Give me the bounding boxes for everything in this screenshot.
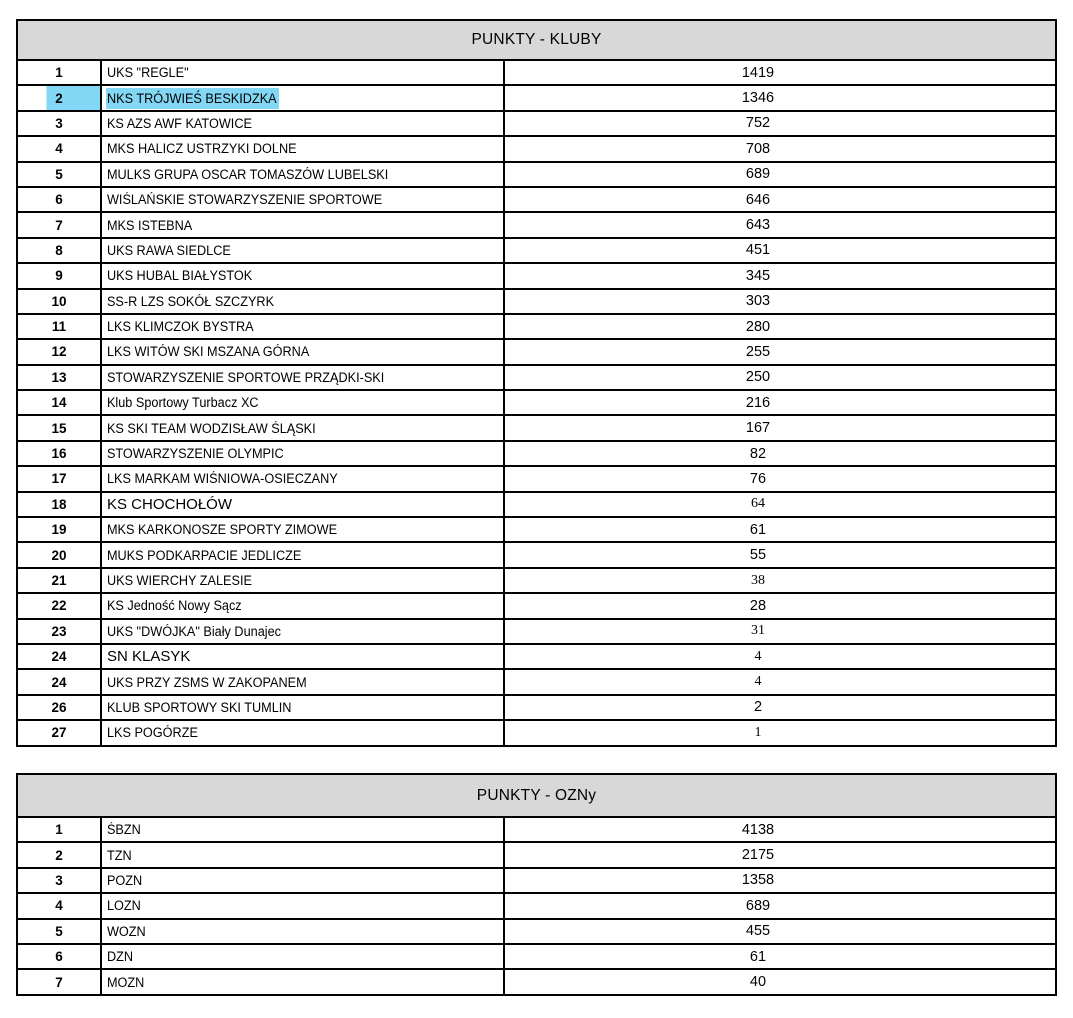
table-row [17, 868, 1056, 893]
points-cell: 167 [504, 415, 1056, 440]
points-cell: 2175 [504, 842, 1056, 867]
rank-cell: 17 [17, 466, 101, 491]
table-row [17, 162, 1056, 187]
club-name-cell [101, 944, 504, 969]
table-title-kluby: PUNKTY - KLUBY [17, 20, 1056, 60]
table-row [17, 60, 1056, 85]
points-cell: 1358 [504, 868, 1056, 893]
club-name-cell [101, 517, 504, 542]
club-name-cell [101, 893, 504, 918]
rank-cell: 11 [17, 314, 101, 339]
rank-cell: 7 [17, 969, 101, 994]
rank-cell: 6 [17, 187, 101, 212]
table-row [17, 187, 1056, 212]
points-cell: 64 [504, 492, 1056, 517]
points-cell: 4 [504, 644, 1056, 669]
club-name-cell [101, 720, 504, 745]
rank-cell: 9 [17, 263, 101, 288]
club-name-cell [101, 817, 504, 842]
club-name-cell [101, 466, 504, 491]
club-name: TZN [106, 847, 132, 863]
club-name: LKS POGÓRZE [106, 725, 198, 741]
table-header-row [17, 774, 1056, 817]
points-cell: 345 [504, 263, 1056, 288]
points-cell: 61 [504, 517, 1056, 542]
club-name-cell [101, 390, 504, 415]
points-cell: 451 [504, 238, 1056, 263]
table-row [17, 289, 1056, 314]
club-name-cell [101, 111, 504, 136]
club-name: KS SKI TEAM WODZISŁAW ŚLĄSKI [106, 420, 316, 436]
rank-cell: 24 [17, 644, 101, 669]
table-row [17, 390, 1056, 415]
points-cell: 646 [504, 187, 1056, 212]
rank-cell: 12 [17, 339, 101, 364]
table-row [17, 669, 1056, 694]
rank-cell: 3 [17, 111, 101, 136]
table-row [17, 619, 1056, 644]
points-cell: 82 [504, 441, 1056, 466]
rank-cell: 19 [17, 517, 101, 542]
club-name-cell [101, 593, 504, 618]
rank-cell: 8 [17, 238, 101, 263]
rank-cell: 13 [17, 365, 101, 390]
table-row [17, 720, 1056, 745]
club-name: MKS HALICZ USTRZYKI DOLNE [106, 141, 297, 157]
points-cell: 4 [504, 669, 1056, 694]
points-cell: 76 [504, 466, 1056, 491]
club-name: KS AZS AWF KATOWICE [106, 115, 252, 131]
table-row [17, 136, 1056, 161]
rank-cell: 1 [17, 817, 101, 842]
table-row [17, 111, 1056, 136]
table-row [17, 466, 1056, 491]
table-row [17, 644, 1056, 669]
table-row [17, 517, 1056, 542]
points-cell: 1 [504, 720, 1056, 745]
rank-cell: 23 [17, 619, 101, 644]
club-name: MKS KARKONOSZE SPORTY ZIMOWE [106, 522, 338, 538]
table-row [17, 212, 1056, 237]
points-cell: 4138 [504, 817, 1056, 842]
club-name: SN KLASYK [107, 648, 191, 666]
table-row [17, 314, 1056, 339]
points-cell: 31 [504, 619, 1056, 644]
table-row [17, 969, 1056, 994]
club-name-cell [101, 415, 504, 440]
rank-cell: 2 [17, 842, 101, 867]
club-name-cell [101, 644, 504, 669]
table-row [17, 593, 1056, 618]
table-header-row [17, 20, 1056, 60]
club-name: NKS TRÓJWIEŚ BESKIDZKA [106, 88, 279, 109]
table-row [17, 695, 1056, 720]
rank-cell: 7 [17, 212, 101, 237]
club-name: LOZN [106, 898, 141, 914]
points-cell: 1346 [504, 85, 1056, 110]
club-name-cell [101, 969, 504, 994]
ozn-points-table [16, 773, 1057, 996]
points-cell: 250 [504, 365, 1056, 390]
points-cell: 689 [504, 162, 1056, 187]
club-name: UKS RAWA SIEDLCE [106, 242, 231, 258]
points-cell: 643 [504, 212, 1056, 237]
club-name-cell [101, 365, 504, 390]
club-name-cell [101, 568, 504, 593]
club-name: KLUB SPORTOWY SKI TUMLIN [106, 699, 292, 715]
rank-cell: 5 [17, 162, 101, 187]
club-name: UKS WIERCHY ZALESIE [106, 573, 252, 588]
club-name: WOZN [106, 923, 146, 939]
club-name: WIŚLAŃSKIE STOWARZYSZENIE SPORTOWE [106, 192, 383, 208]
table-row [17, 339, 1056, 364]
club-name-cell [101, 162, 504, 187]
table-row [17, 85, 1056, 110]
club-name: UKS "DWÓJKA" Biały Dunajec [106, 623, 281, 639]
club-name: UKS HUBAL BIAŁYSTOK [106, 268, 253, 284]
table-row [17, 263, 1056, 288]
club-name-cell [101, 136, 504, 161]
table-row [17, 817, 1056, 842]
club-name-cell [101, 339, 504, 364]
club-name-cell [101, 263, 504, 288]
rank-cell: 27 [17, 720, 101, 745]
points-cell: 303 [504, 289, 1056, 314]
club-name: DZN [106, 949, 134, 965]
club-name: POZN [106, 872, 143, 888]
rank-cell: 16 [17, 441, 101, 466]
rank-cell: 14 [17, 390, 101, 415]
club-name: STOWARZYSZENIE SPORTOWE PRZĄDKI-SKI [106, 369, 385, 385]
club-name: MKS ISTEBNA [106, 217, 193, 233]
club-name-cell [101, 187, 504, 212]
rank-cell: 24 [17, 669, 101, 694]
points-cell: 40 [504, 969, 1056, 994]
points-cell: 61 [504, 944, 1056, 969]
table-row [17, 238, 1056, 263]
table-row [17, 944, 1056, 969]
points-cell: 752 [504, 111, 1056, 136]
club-name: MULKS GRUPA OSCAR TOMASZÓW LUBELSKI [106, 166, 389, 182]
table-row [17, 893, 1056, 918]
club-name: SS-R LZS SOKÓŁ SZCZYRK [106, 293, 275, 309]
points-cell: 216 [504, 390, 1056, 415]
rank-cell: 3 [17, 868, 101, 893]
table-row [17, 441, 1056, 466]
points-cell: 28 [504, 593, 1056, 618]
table-row [17, 919, 1056, 944]
points-cell: 1419 [504, 60, 1056, 85]
club-name-cell [101, 868, 504, 893]
rank-cell: 6 [17, 944, 101, 969]
rank-cell: 10 [17, 289, 101, 314]
table-row [17, 542, 1056, 567]
table-row [17, 415, 1056, 440]
rank-cell: 21 [17, 568, 101, 593]
table-row [17, 492, 1056, 517]
rank-cell: 4 [17, 893, 101, 918]
club-name-cell [101, 919, 504, 944]
points-cell: 689 [504, 893, 1056, 918]
club-name: UKS PRZY ZSMS W ZAKOPANEM [106, 674, 307, 690]
points-cell: 255 [504, 339, 1056, 364]
club-name-cell [101, 212, 504, 237]
club-name-cell [101, 314, 504, 339]
rank-cell: 5 [17, 919, 101, 944]
club-name: ŚBZN [106, 822, 141, 838]
club-name: MUKS PODKARPACIE JEDLICZE [106, 547, 302, 563]
rank-cell: 22 [17, 593, 101, 618]
rank-cell: 4 [17, 136, 101, 161]
rank-cell: 15 [17, 415, 101, 440]
club-name-cell [101, 842, 504, 867]
club-name-cell [101, 238, 504, 263]
club-name-cell [101, 85, 504, 110]
points-cell: 55 [504, 542, 1056, 567]
club-name-cell [101, 289, 504, 314]
table-row [17, 568, 1056, 593]
club-name-cell [101, 619, 504, 644]
club-name: LKS MARKAM WIŚNIOWA-OSIECZANY [106, 471, 338, 487]
club-name-cell [101, 441, 504, 466]
points-cell: 2 [504, 695, 1056, 720]
club-name: KS CHOCHOŁÓW [107, 495, 233, 513]
rank-cell: 26 [17, 695, 101, 720]
table-title-ozny: PUNKTY - OZNy [17, 774, 1056, 817]
points-cell: 280 [504, 314, 1056, 339]
club-name: Klub Sportowy Turbacz XC [106, 395, 259, 411]
rank-cell: 18 [17, 492, 101, 517]
points-cell: 455 [504, 919, 1056, 944]
club-name: UKS "REGLE" [106, 65, 189, 81]
club-name-cell [101, 669, 504, 694]
rank-cell: 20 [17, 542, 101, 567]
table-row [17, 365, 1056, 390]
rank-cell: 2 [17, 85, 101, 110]
club-name-cell [101, 695, 504, 720]
points-cell: 38 [504, 568, 1056, 593]
rank-cell: 1 [17, 60, 101, 85]
table-row [17, 842, 1056, 867]
clubs-points-table [16, 19, 1057, 747]
club-name: KS Jedność Nowy Sącz [106, 598, 242, 614]
club-name: LKS KLIMCZOK BYSTRA [106, 319, 254, 335]
club-name: STOWARZYSZENIE OLYMPIC [106, 446, 284, 462]
club-name: MOZN [106, 974, 145, 990]
club-name-cell [101, 492, 504, 517]
club-name-cell [101, 60, 504, 85]
club-name-cell [101, 542, 504, 567]
club-name: LKS WITÓW SKI MSZANA GÓRNA [106, 344, 310, 360]
points-cell: 708 [504, 136, 1056, 161]
